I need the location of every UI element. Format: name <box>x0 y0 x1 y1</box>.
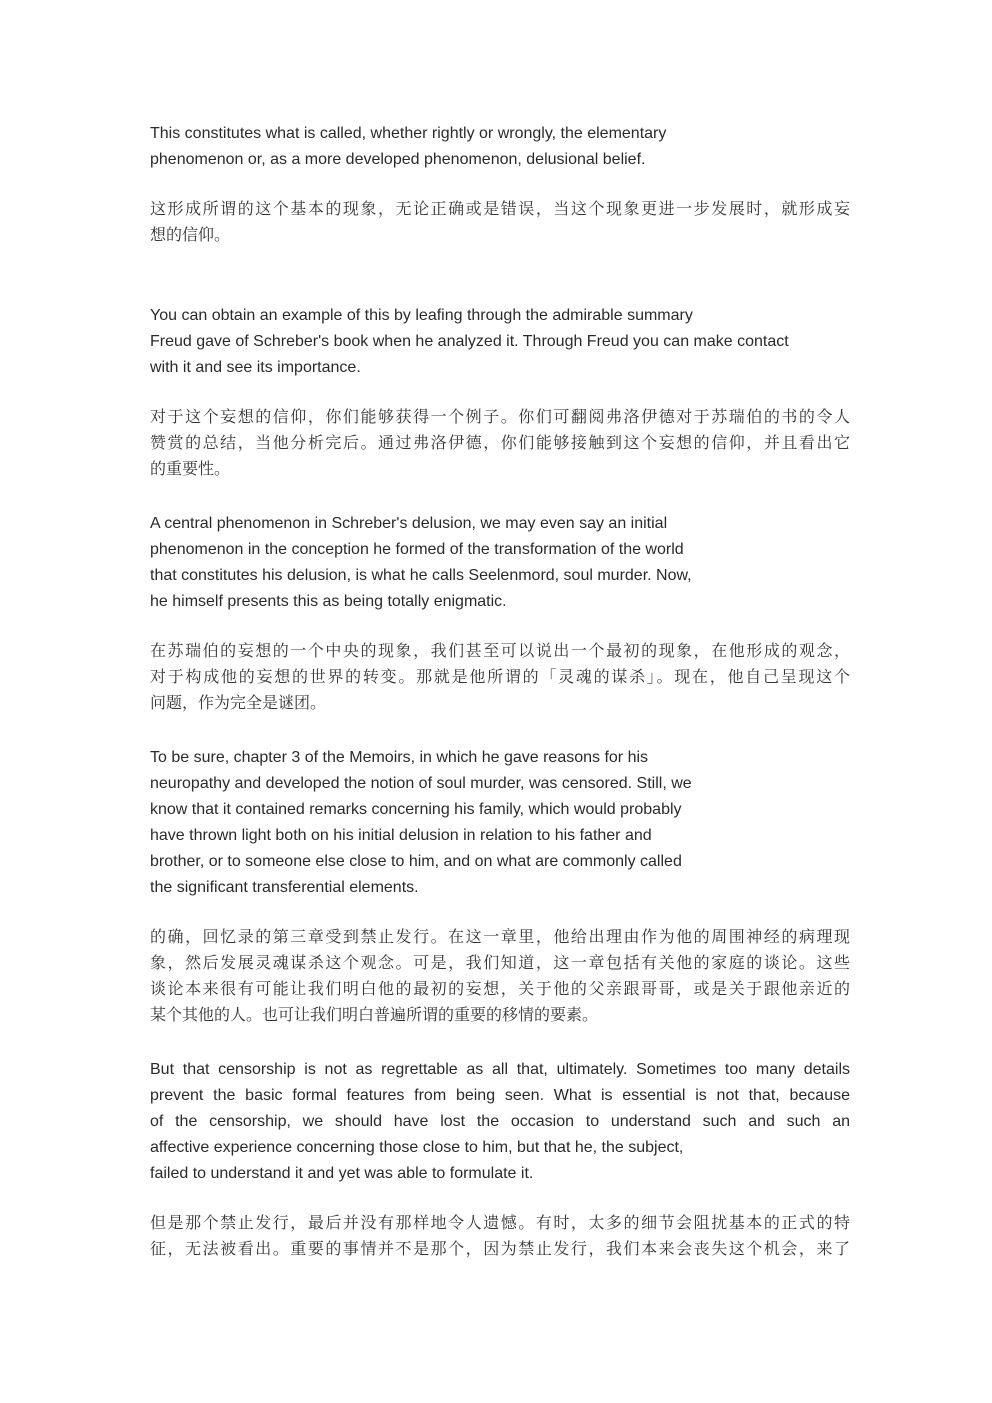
text-line: 谈论本来很有可能让我们明白他的最初的妄想，关于他的父亲跟哥哥，或是关于跟他亲近的 <box>150 979 850 998</box>
text-line: 征，无法被看出。重要的事情并不是那个，因为禁止发行，我们本来会丧失这个机会，来了 <box>150 1239 850 1258</box>
text-line: 但是那个禁止发行，最后并没有那样地令人遗憾。有时，太多的细节会阻扰基本的正式的特 <box>150 1213 850 1232</box>
text-line: phenomenon or, as a more developed phenomenon, delusional belief. <box>150 151 646 168</box>
text-line: 问题，作为完全是谜团。 <box>150 693 327 712</box>
text-line: know that it contained remarks concerning his family, which would probably <box>150 801 682 818</box>
paragraph-en-2 <box>150 303 850 381</box>
text-line: But that censorship is not as regrettable as all that, ultimately. Sometimes too many details <box>150 1061 850 1078</box>
text-line: Freud gave of Schreber's book when he analyzed it. Through Freud you can make contact <box>150 333 789 350</box>
text-line: 的确，回忆录的第三章受到禁止发行。在这一章里，他给出理由作为他的周围神经的病理现 <box>150 927 850 946</box>
text-line: he himself presents this as being totally enigmatic. <box>150 593 507 610</box>
text-line: phenomenon in the conception he formed of the transformation of the world <box>150 541 684 558</box>
text-line: 赞赏的总结，当他分析完后。通过弗洛伊德，你们能够接触到这个妄想的信仰，并且看出它 <box>150 433 850 452</box>
text-line: failed to understand it and yet was able to formulate it. <box>150 1165 534 1182</box>
text-line: have thrown light both on his initial delusion in relation to his father and <box>150 827 652 844</box>
paragraph-zh-3 <box>150 638 850 716</box>
text-line: 象，然后发展灵魂谋杀这个观念。可是，我们知道，这一章包括有关他的家庭的谈论。这些 <box>150 953 850 972</box>
text-line: 的重要性。 <box>150 459 231 478</box>
paragraph-zh-2 <box>150 404 850 482</box>
text-line: prevent the basic formal features from being seen. What is essential is not that, because <box>150 1087 850 1104</box>
text-line: 想的信仰。 <box>150 225 231 244</box>
text-line: that constitutes his delusion, is what he calls Seelenmord, soul murder. Now, <box>150 567 692 584</box>
paragraph-zh-4 <box>150 924 850 1028</box>
text-line: To be sure, chapter 3 of the Memoirs, in which he gave reasons for his <box>150 749 649 766</box>
text-line: brother, or to someone else close to him, and on what are commonly called <box>150 853 682 870</box>
text-line: the significant transferential elements. <box>150 879 419 896</box>
text-line: 对于构成他的妄想的世界的转变。那就是他所谓的「灵魂的谋杀」。现在，他自己呈现这个 <box>150 667 850 686</box>
text-line: 对于这个妄想的信仰，你们能够获得一个例子。你们可翻阅弗洛伊德对于苏瑞伯的书的令人 <box>150 407 850 426</box>
text-line: 某个其他的人。也可让我们明白普遍所谓的重要的移情的要素。 <box>150 1005 599 1024</box>
text-line: 在苏瑞伯的妄想的一个中央的现象，我们甚至可以说出一个最初的现象，在他形成的观念， <box>150 641 850 660</box>
text-line: affective experience concerning those close to him, but that he, the subject, <box>150 1139 684 1156</box>
paragraph-zh-5 <box>150 1210 850 1262</box>
text-line: You can obtain an example of this by leafing through the admirable summary <box>150 307 693 324</box>
paragraph-en-1 <box>150 121 850 173</box>
paragraph-en-3 <box>150 511 850 615</box>
paragraph-en-4 <box>150 745 850 901</box>
text-line: of the censorship, we should have lost the occasion to understand such and such an <box>150 1113 850 1130</box>
text-line: neuropathy and developed the notion of soul murder, was censored. Still, we <box>150 775 692 792</box>
paragraph-en-5 <box>150 1057 850 1187</box>
text-line: with it and see its importance. <box>150 359 361 376</box>
text-line: 这形成所谓的这个基本的现象，无论正确或是错误，当这个现象更进一步发展时，就形成妄 <box>150 199 850 218</box>
text-line: A central phenomenon in Schreber's delusion, we may even say an initial <box>150 515 668 532</box>
text-line: This constitutes what is called, whether rightly or wrongly, the elementary <box>150 125 667 142</box>
paragraph-zh-1 <box>150 196 850 248</box>
